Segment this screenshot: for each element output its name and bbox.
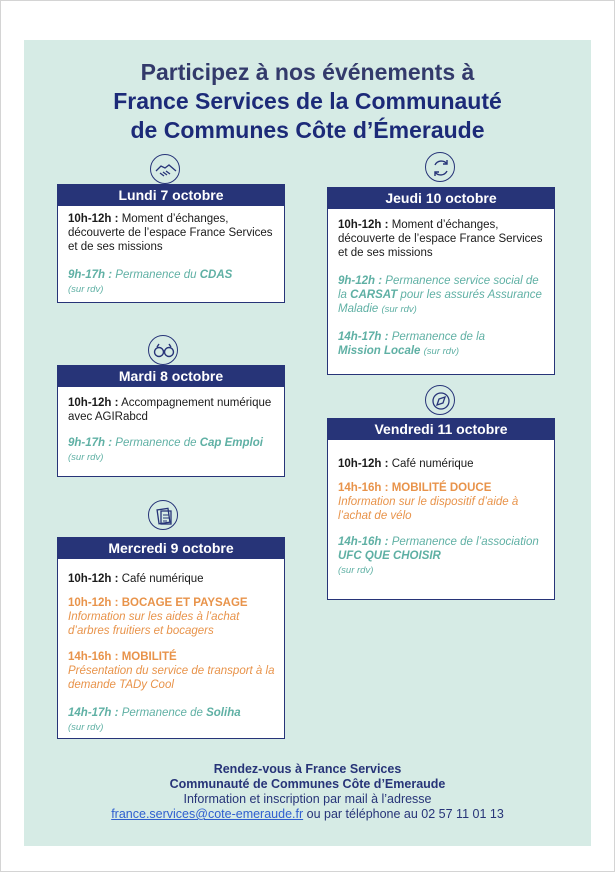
vendredi-entry-2-title: MOBILITÉ DOUCE <box>391 482 492 494</box>
day-header-lundi: Lundi 7 octobre <box>57 184 285 206</box>
title-line-2: France Services de la Communauté <box>113 88 502 114</box>
mardi-entry-2-text: Permanence de <box>115 437 197 449</box>
page-title <box>24 58 591 145</box>
refresh-icon <box>425 152 455 182</box>
jeudi-entry-1 <box>338 218 550 260</box>
vendredi-entry-3-text: Permanence de l’association <box>391 536 539 548</box>
mercredi-entry-1 <box>68 572 280 586</box>
footer-phone: ou par téléphone au 02 57 11 01 13 <box>306 807 504 821</box>
day-header-mardi: Mardi 8 octobre <box>57 365 285 387</box>
jeudi-entry-3-org: Mission Locale <box>338 345 421 357</box>
lundi-entry-2 <box>68 268 280 297</box>
vendredi-entry-2-desc: Information sur le dispositif d’aide à l’achat de vélo <box>338 496 519 522</box>
mardi-entry-2-note: (sur rdv) <box>68 452 104 463</box>
mercredi-entry-2-title: BOCAGE ET PAYSAGE <box>121 597 248 609</box>
vendredi-entry-1 <box>338 457 550 471</box>
lundi-entry-1-time: 10h-12h : <box>68 213 119 225</box>
jeudi-entry-2 <box>338 274 550 317</box>
vendredi-entry-2 <box>338 481 550 523</box>
mardi-entry-1 <box>68 396 280 424</box>
compass-icon <box>425 385 455 415</box>
jeudi-entry-3-text: Permanence de la <box>391 331 486 343</box>
handshake-icon <box>150 154 180 184</box>
binoculars-icon <box>148 335 178 365</box>
mercredi-entry-3-time: 14h-16h : <box>68 651 119 663</box>
day-header-mercredi: Mercredi 9 octobre <box>57 537 285 559</box>
mercredi-entry-2 <box>68 596 280 638</box>
mercredi-entry-4-org: Soliha <box>206 707 241 719</box>
mercredi-entry-2-desc: Information sur les aides à l’achat d’arbres fruitiers et bocagers <box>68 611 240 637</box>
mercredi-entry-1-text: Café numérique <box>121 573 204 585</box>
vendredi-entry-1-text: Café numérique <box>391 458 474 470</box>
jeudi-entry-2-text-a: Permanence service social de la <box>338 275 539 301</box>
lundi-entry-2-time: 9h-17h : <box>68 269 113 281</box>
mercredi-entry-3-desc: Présentation du service de transport à la demande TADy Cool <box>68 665 275 691</box>
mercredi-entry-3 <box>68 650 280 692</box>
lundi-entry-2-text: Permanence du <box>115 269 197 281</box>
mardi-entry-1-text: Accompagnement numérique avec AGIRabcd <box>68 397 272 423</box>
jeudi-entry-2-note: (sur rdv) <box>381 304 417 315</box>
jeudi-entry-3-time: 14h-17h : <box>338 331 389 343</box>
mardi-entry-2 <box>68 436 280 465</box>
day-header-jeudi: Jeudi 10 octobre <box>327 187 555 209</box>
email-link[interactable]: france.services@cote-emeraude.fr <box>111 807 304 821</box>
mercredi-entry-3-title: MOBILITÉ <box>121 651 177 663</box>
jeudi-entry-2-org: CARSAT <box>350 289 398 301</box>
lundi-entry-1 <box>68 212 280 254</box>
vendredi-entry-3-time: 14h-16h : <box>338 536 389 548</box>
footer-line-3: Information et inscription par mail à l’adresse <box>183 792 432 806</box>
mardi-entry-2-time: 9h-17h : <box>68 437 113 449</box>
vendredi-entry-2-time: 14h-16h : <box>338 482 389 494</box>
jeudi-entry-1-text: Moment d’échanges, découverte de l’espace France Services et de ses missions <box>338 219 543 259</box>
lundi-entry-1-text: Moment d’échanges, découverte de l’espace France Services et de ses missions <box>68 213 273 253</box>
footer-contact <box>24 807 591 822</box>
vendredi-entry-3-org: UFC QUE CHOISIR <box>338 550 441 562</box>
jeudi-entry-2-time: 9h-12h : <box>338 275 383 287</box>
title-line-3: de Communes Côte d’Émeraude <box>130 117 485 143</box>
mercredi-entry-4 <box>68 706 280 735</box>
footer-line-1: Rendez-vous à France Services <box>213 762 402 776</box>
footer <box>24 762 591 822</box>
lundi-entry-2-note: (sur rdv) <box>68 284 104 295</box>
day-header-vendredi: Vendredi 11 octobre <box>327 418 555 440</box>
vendredi-entry-3-note: (sur rdv) <box>338 565 374 576</box>
jeudi-entry-3 <box>338 330 550 359</box>
vendredi-entry-3 <box>338 535 550 578</box>
jeudi-entry-1-time: 10h-12h : <box>338 219 389 231</box>
jeudi-entry-3-note: (sur rdv) <box>423 346 460 357</box>
documents-icon <box>148 500 178 530</box>
jeudi-entry-2-text-b: pour les assurés Assurance Maladie <box>338 289 542 315</box>
mercredi-entry-2-time: 10h-12h : <box>68 597 119 609</box>
footer-line-2: Communauté de Communes Côte d’Emeraude <box>169 777 446 791</box>
mardi-entry-2-org: Cap Emploi <box>199 437 263 449</box>
mercredi-entry-4-note: (sur rdv) <box>68 722 104 733</box>
title-line-1: Participez à nos événements à <box>140 59 475 85</box>
vendredi-entry-1-time: 10h-12h : <box>338 458 389 470</box>
mercredi-entry-4-text: Permanence de <box>121 707 203 719</box>
mercredi-entry-4-time: 14h-17h : <box>68 707 119 719</box>
mercredi-entry-1-time: 10h-12h : <box>68 573 119 585</box>
mardi-entry-1-time: 10h-12h : <box>68 397 119 409</box>
lundi-entry-2-org: CDAS <box>199 269 233 281</box>
